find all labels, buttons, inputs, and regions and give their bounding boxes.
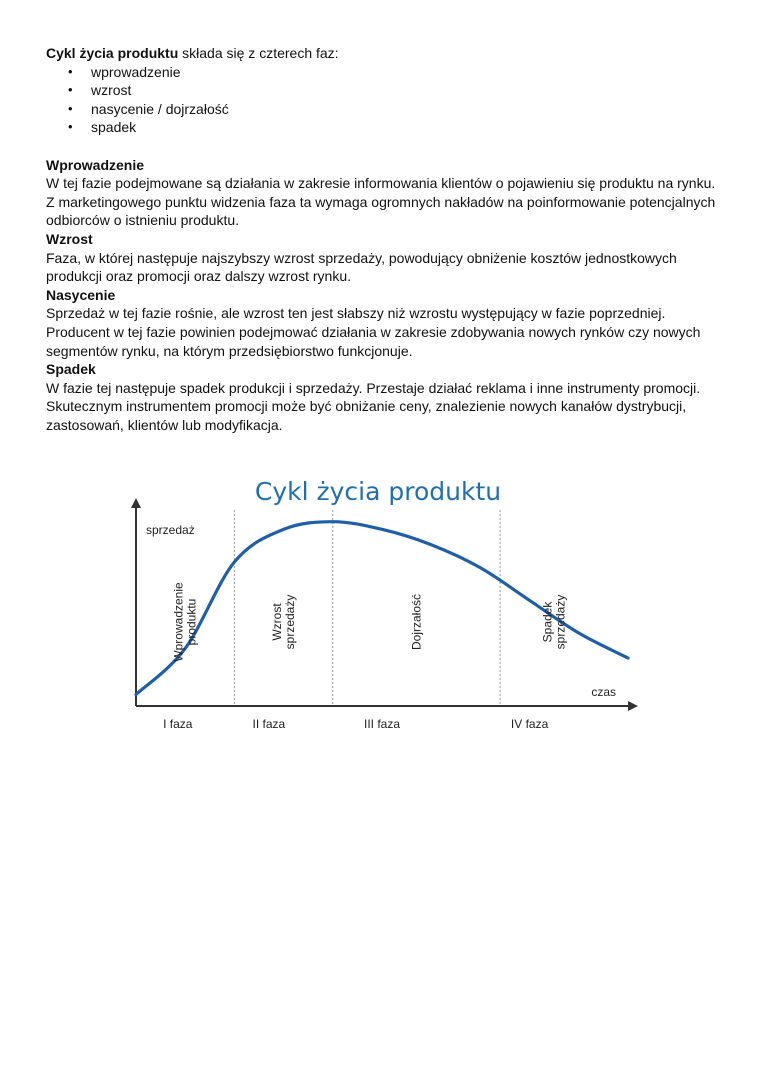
y-axis-label: sprzedaż	[146, 523, 195, 537]
section-text-nasycenie: Sprzedaż w tej fazie rośnie, ale wzrost ten jest słabszy niż wzrostu występujący w fazie poprzedniej. Producent w tej fazie powinien podejmować działania w zakresie zdobywania nowych rynków czy nowych segmentów rynku, na którym przedsiębiorstwo funkcjonuje.	[46, 305, 701, 359]
section-text-wzrost: Faza, w której następuje najszybszy wzrost sprzedaży, powodujący obniżenie kosztów jednostkowych produkcji oraz promocji oraz dalszy wzrost rynku.	[46, 249, 677, 285]
section-heading-nasycenie: Nasycenie	[46, 286, 116, 303]
intro-rest: składa się z czterech faz:	[178, 45, 339, 61]
list-item: • nasycenie / dojrzałość	[46, 100, 726, 119]
section-text-spadek: W fazie tej następuje spadek produkcji i sprzedaży. Przestaje działać reklama i inne instrumenty promocji. Skutecznym instrumentem promocji może być obniżanie ceny, znalezienie nowych kanałów dystrybucji, zastosowań, klientów lub modyfikacja.	[46, 379, 701, 433]
section-heading-wzrost: Wzrost	[46, 230, 93, 247]
lifecycle-chart	[110, 462, 650, 742]
phase-label: Dojrzałość	[409, 593, 424, 651]
list-item: • wzrost	[46, 81, 726, 100]
phases-list	[46, 63, 726, 137]
x-tick-label: III faza	[363, 717, 401, 731]
chart-title: Cykl życia produktu	[254, 477, 502, 506]
list-item: • wprowadzenie	[46, 63, 726, 82]
intro-paragraph	[46, 44, 726, 63]
x-axis-arrow	[628, 701, 638, 711]
x-axis-label: czas	[591, 685, 616, 699]
lifecycle-chart-svg	[110, 462, 650, 742]
x-tick-label: IV faza	[510, 717, 549, 731]
section-heading-spadek: Spadek	[46, 361, 96, 378]
phase-label: Spadeksprzedaży	[540, 594, 568, 650]
list-item: • spadek	[46, 118, 726, 137]
document	[46, 44, 726, 434]
y-axis-arrow	[131, 498, 141, 508]
section-heading-wprowadzenie: Wprowadzenie	[46, 156, 145, 173]
phase-label: Wzrostsprzedaży	[270, 594, 298, 650]
section-text-wprowadzenie: W tej fazie podejmowane są działania w zakresie informowania klientów o pojawieniu się produktu na rynku. Z marketingowego punktu widzenia faza ta wymaga ogromnych nakładów na poinformowanie potencjalnych odbiorców o istnieniu produktu.	[46, 175, 716, 229]
intro-bold: Cykl życia produktu	[46, 45, 179, 61]
x-tick-label: I faza	[163, 717, 193, 731]
phase-label: Wprowadzenieproduktu	[171, 582, 199, 662]
x-tick-label: II faza	[252, 717, 286, 731]
